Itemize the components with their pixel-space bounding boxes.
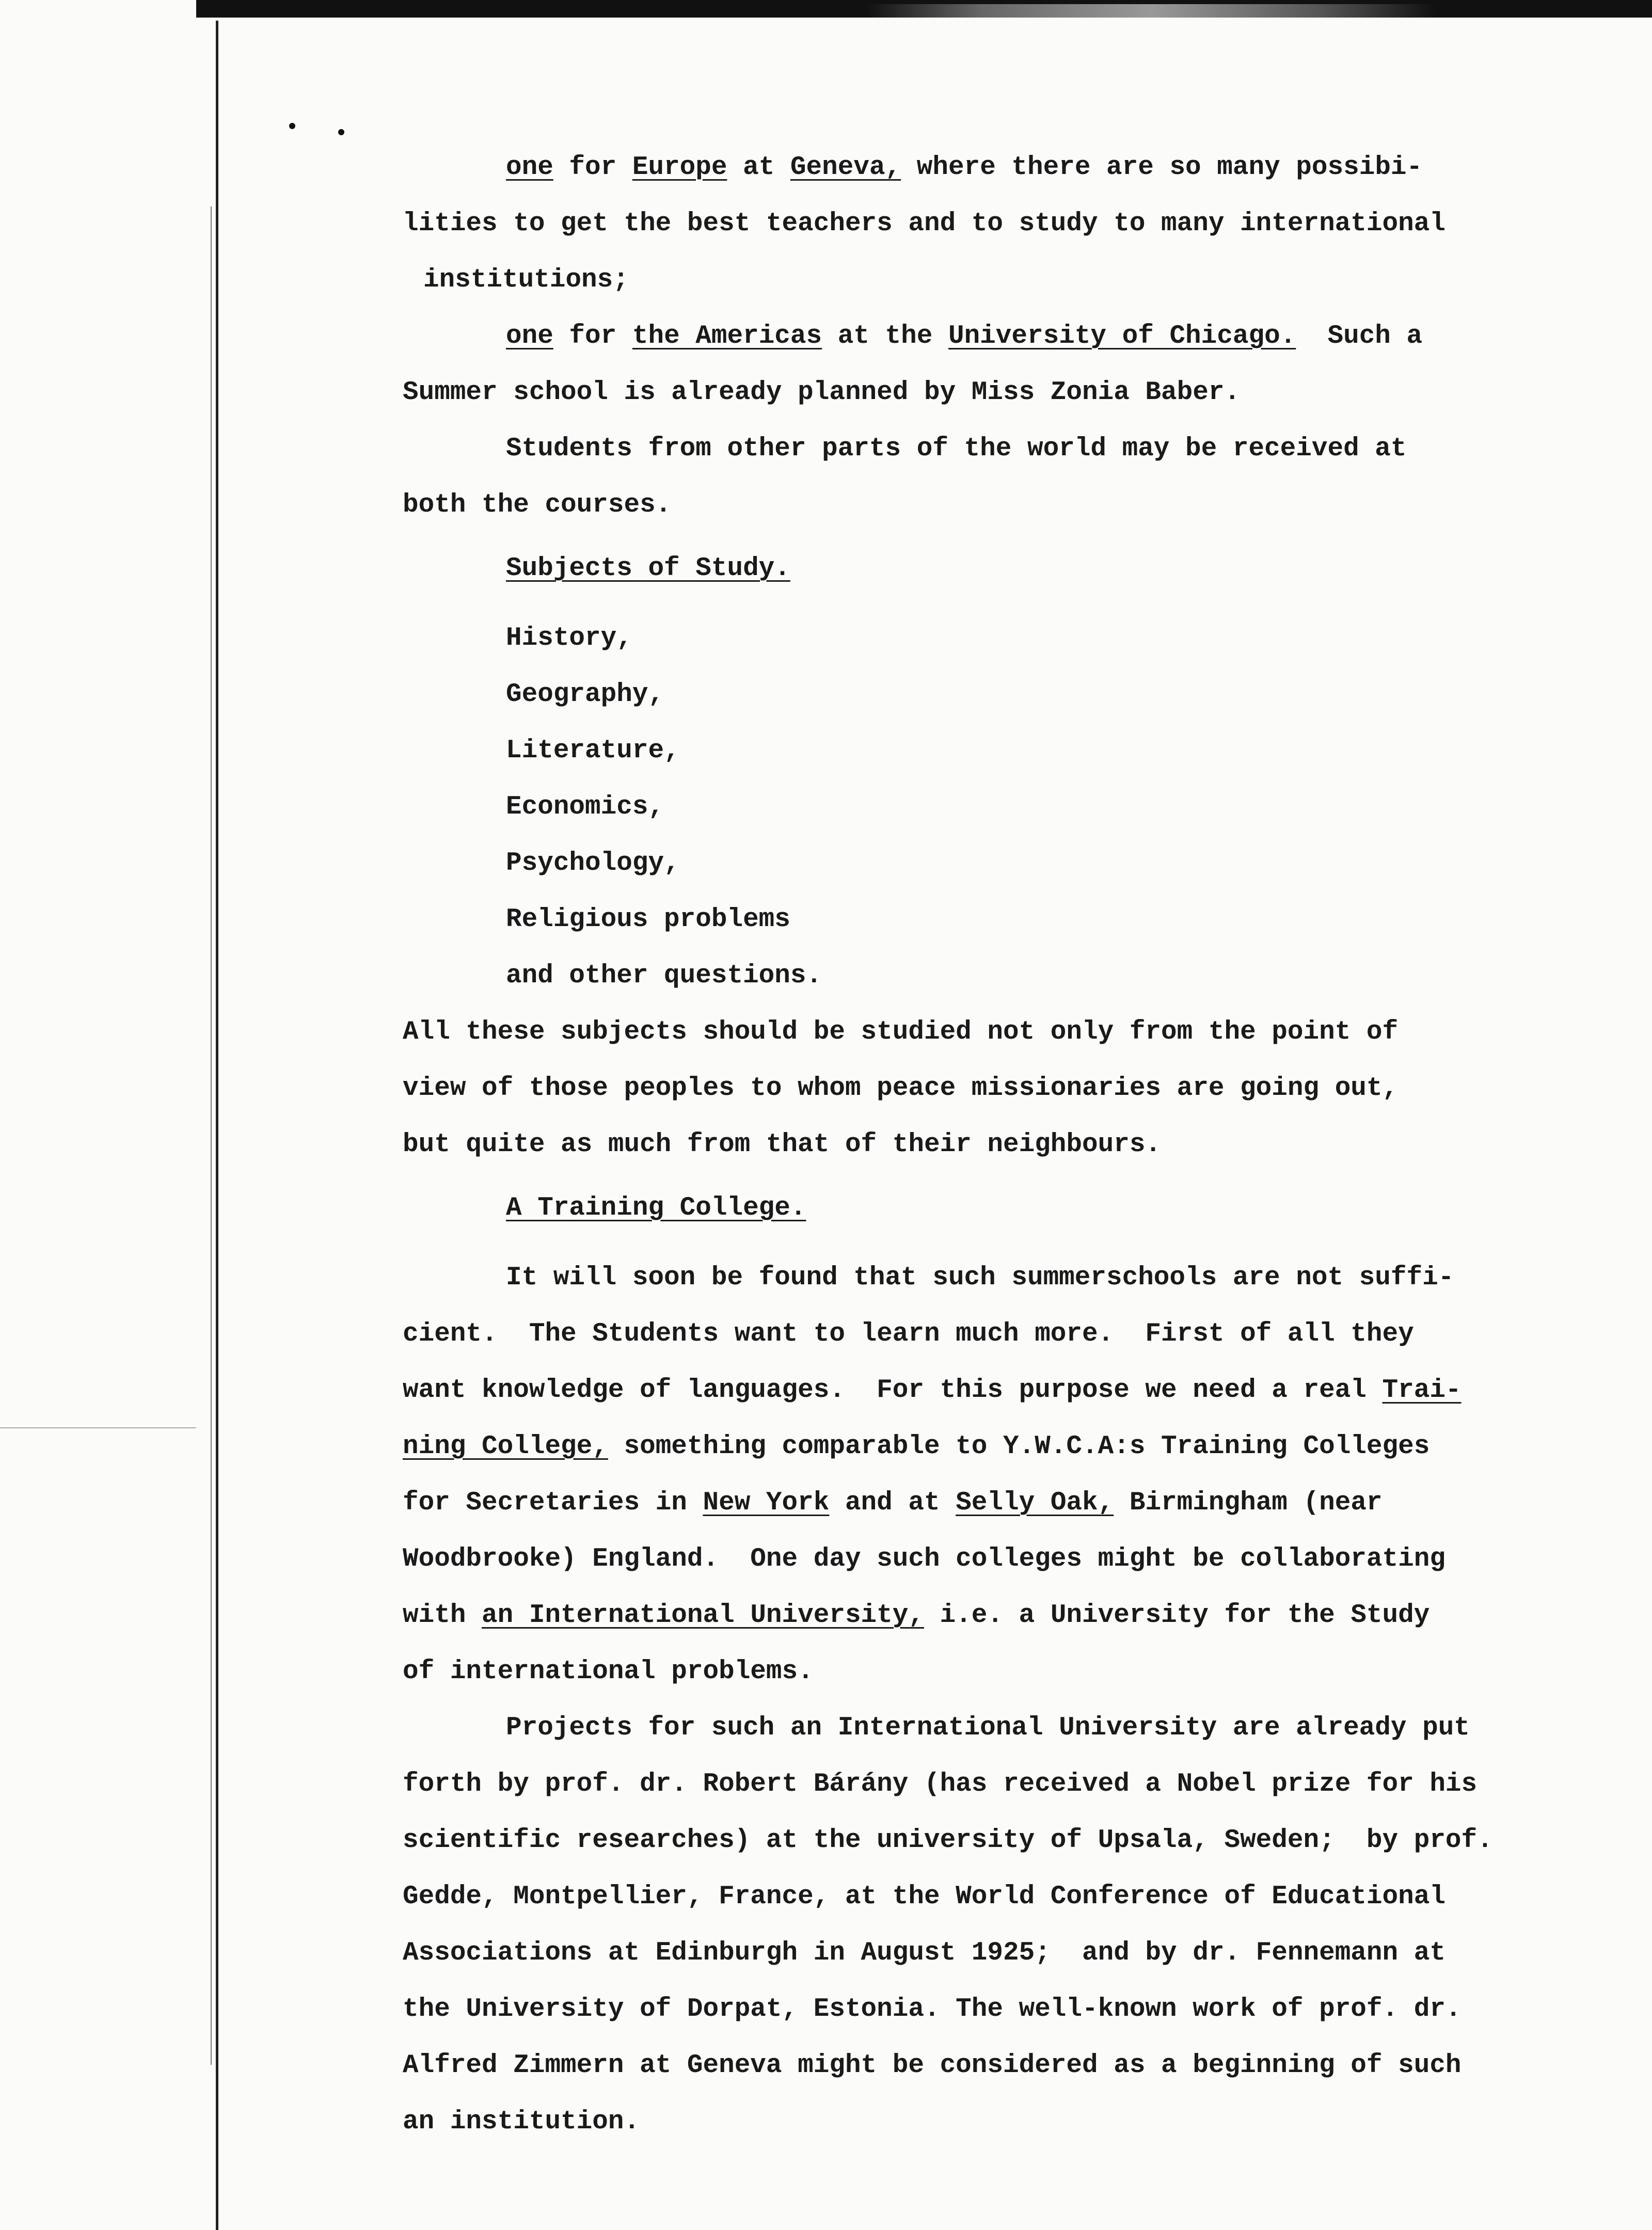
underlined-text: one [506, 153, 553, 182]
top-scan-border [196, 0, 1652, 18]
text-segment: scientific researches) at the university of Upsala, Sweden; by prof. [403, 1826, 1493, 1855]
underlined-text: Subjects of Study. [506, 554, 790, 583]
text-segment: with [403, 1601, 482, 1630]
text-segment: want knowledge of languages. For this purpose we need a real [403, 1376, 1383, 1405]
text-line [403, 1531, 1549, 1587]
text-line [403, 1587, 1549, 1644]
text-segment: Religious problems [506, 905, 790, 934]
text-line [403, 1004, 1549, 1060]
text-segment: both the courses. [403, 490, 672, 520]
underlined-text: Selly Oak, [956, 1488, 1114, 1518]
text-segment: at [727, 153, 790, 182]
left-margin-rule [216, 21, 218, 2230]
left-margin-rule-faint [211, 206, 212, 2065]
text-segment: Gedde, Montpellier, France, at the World Conference of Educational [403, 1882, 1446, 1912]
text-line [403, 779, 1549, 835]
text-line [403, 891, 1549, 948]
text-line [403, 723, 1549, 779]
text-segment: at the [822, 322, 948, 351]
text-segment: Summer school is already planned by Miss Zonia Baber. [403, 378, 1241, 407]
section-heading [403, 1180, 1549, 1236]
text-segment: All these subjects should be studied not only from the point of [403, 1017, 1399, 1047]
underlined-text: University of Chicago. [948, 322, 1296, 351]
text-line [403, 421, 1549, 477]
text-segment: It will soon be found that such summerschools are not suffi- [506, 1263, 1454, 1293]
text-segment: the University of Dorpat, Estonia. The well-known work of prof. dr. [403, 1995, 1462, 2024]
text-segment: Woodbrooke) England. One day such colleges might be collaborating [403, 1544, 1446, 1574]
text-line [403, 610, 1549, 666]
page-fold-mark [0, 1427, 196, 1428]
text-segment: lities to get the best teachers and to study to many international [403, 209, 1446, 238]
text-line [403, 2094, 1549, 2150]
text-line [403, 252, 1549, 308]
text-segment: Alfred Zimmern at Geneva might be considered as a beginning of such [403, 2051, 1462, 2080]
text-line [403, 1250, 1549, 1306]
section-heading [403, 540, 1549, 597]
text-line [403, 477, 1549, 533]
text-line [403, 1925, 1549, 1981]
text-segment: an institution. [403, 2107, 640, 2137]
underlined-text: one [506, 322, 553, 351]
underlined-text: Trai- [1382, 1376, 1462, 1405]
text-line [403, 1117, 1549, 1173]
text-line [403, 1362, 1549, 1419]
underlined-text: the Americas [632, 322, 822, 351]
text-line [403, 1812, 1549, 1869]
text-segment: but quite as much from that of their neighbours. [403, 1130, 1162, 1159]
text-segment: for Secretaries in [403, 1488, 703, 1518]
text-segment: Psychology, [506, 849, 680, 878]
text-segment: Such a [1296, 322, 1423, 351]
text-segment: and at [829, 1488, 956, 1518]
text-line [403, 948, 1549, 1004]
text-segment: Projects for such an International University are already put [506, 1713, 1470, 1743]
document-body [403, 139, 1549, 2150]
text-segment: of international problems. [403, 1657, 814, 1686]
text-line [403, 666, 1549, 723]
text-line [403, 1756, 1549, 1812]
text-line [403, 1306, 1549, 1362]
text-segment: cient. The Students want to learn much more. First of all they [403, 1319, 1414, 1349]
text-line [403, 1644, 1549, 1700]
text-line [403, 139, 1549, 196]
text-line [403, 308, 1549, 364]
text-segment: History, [506, 624, 632, 653]
text-segment: something comparable to Y.W.C.A:s Training Colleges [608, 1432, 1430, 1461]
underlined-text: A Training College. [506, 1193, 806, 1223]
text-segment: Economics, [506, 792, 664, 822]
text-line [403, 1475, 1549, 1531]
text-segment: Literature, [506, 736, 680, 766]
text-segment: Students from other parts of the world may be received at [506, 434, 1407, 464]
text-segment: Associations at Edinburgh in August 1925; and by dr. Fennemann at [403, 1938, 1446, 1968]
text-segment: view of those peoples to whom peace missionaries are going out, [403, 1074, 1399, 1103]
text-line [403, 1700, 1549, 1756]
underlined-text: ning College, [403, 1432, 608, 1461]
text-line [403, 835, 1549, 891]
text-segment: institutions; [423, 265, 629, 295]
text-segment: forth by prof. dr. Robert Bárány (has received a Nobel prize for his [403, 1770, 1478, 1799]
underlined-text: an International University, [482, 1601, 924, 1630]
ink-speck [289, 123, 295, 129]
underlined-text: Geneva, [790, 153, 901, 182]
text-line [403, 1060, 1549, 1117]
text-line [403, 1419, 1549, 1475]
text-segment: for [553, 153, 632, 182]
text-line [403, 2037, 1549, 2094]
text-line [403, 1981, 1549, 2037]
underlined-text: Europe [632, 153, 727, 182]
text-line [403, 364, 1549, 421]
text-segment: Geography, [506, 680, 664, 709]
text-segment: for [553, 322, 632, 351]
text-line [403, 196, 1549, 252]
text-line [403, 1869, 1549, 1925]
text-segment: and other questions. [506, 961, 822, 991]
ink-speck [338, 129, 344, 135]
text-segment: where there are so many possibi- [901, 153, 1423, 182]
underlined-text: New York [703, 1488, 830, 1518]
top-scan-border-fade [867, 4, 1435, 18]
text-segment: Birmingham (near [1114, 1488, 1383, 1518]
text-segment: i.e. a University for the Study [924, 1601, 1430, 1630]
